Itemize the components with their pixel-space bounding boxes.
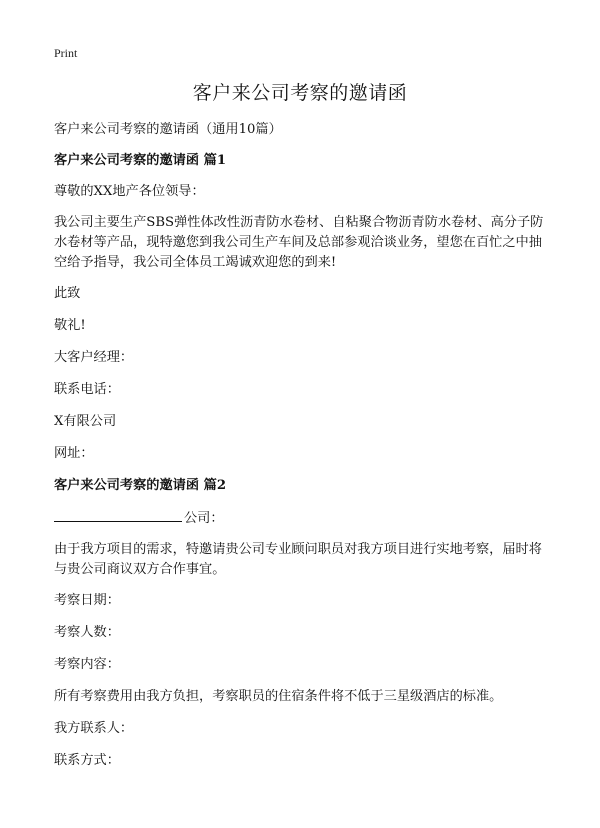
- closing-line: 此致: [54, 286, 81, 301]
- section-1: [54, 151, 554, 464]
- salutation: 尊敬的XX地产各位领导：: [54, 184, 205, 199]
- our-contact-person: 我方联系人：: [54, 721, 134, 736]
- document-title: 客户来公司考察的邀请函: [192, 82, 408, 104]
- blank-fill-line: [54, 507, 182, 522]
- section-heading: 客户来公司考察的邀请函 篇2: [54, 478, 227, 493]
- salutation-suffix: 公司：: [184, 511, 224, 526]
- website: 网址：: [54, 446, 94, 461]
- expense-note: 所有考察费用由我方负担，考察职员的住宿条件将不低于三星级酒店的标准。: [54, 689, 503, 704]
- company-name: X有限公司: [54, 414, 117, 429]
- salutation: [54, 507, 554, 529]
- inspection-headcount: 考察人数：: [54, 625, 120, 640]
- contact-method: 联系方式：: [54, 753, 120, 768]
- document-subtitle: 客户来公司考察的邀请函（通用10篇）: [54, 122, 282, 137]
- print-link[interactable]: Print: [54, 46, 78, 60]
- body-paragraph: 我公司主要生产SBS弹性体改性沥青防水卷材、自粘聚合物沥青防水卷材、高分子防水卷材等产品，现特邀您到我公司生产车间及总部参观洽谈业务，望您在百忙之中抽空给予指导，我公司全体员工竭诚欢迎您的到来!: [54, 215, 544, 270]
- inspection-content: 考察内容：: [54, 657, 120, 672]
- contact-phone: 联系电话：: [54, 382, 120, 397]
- closing-regards: 敬礼!: [54, 318, 86, 333]
- document-body: [54, 120, 554, 783]
- body-paragraph: 由于我方项目的需求，特邀请贵公司专业顾问职员对我方项目进行实地考察，届时将与贵公司商议双方合作事宜。: [54, 542, 542, 577]
- section-2: [54, 476, 554, 771]
- inspection-date: 考察日期：: [54, 593, 120, 608]
- contact-manager: 大客户经理：: [54, 350, 134, 365]
- section-heading: 客户来公司考察的邀请函 篇1: [54, 153, 227, 168]
